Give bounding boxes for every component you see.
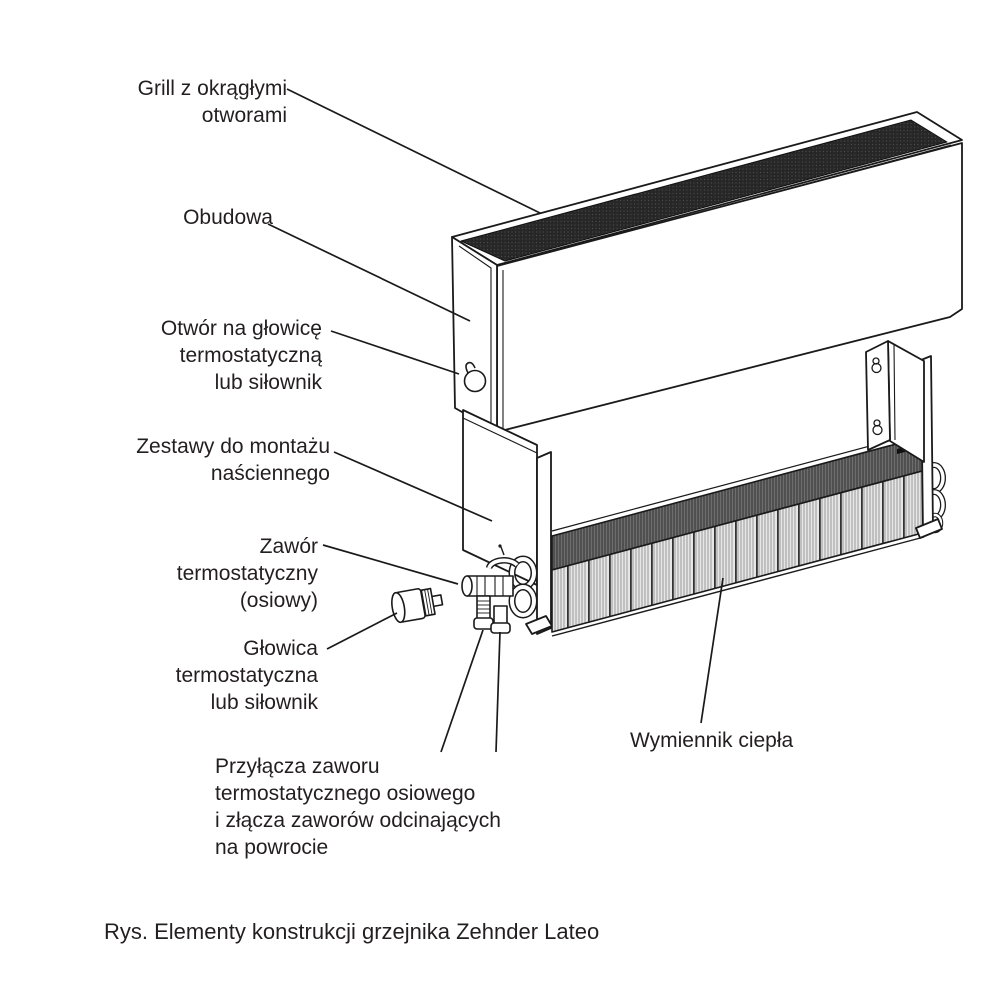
leader-glowica	[327, 613, 397, 649]
leader-przylacza-supply	[441, 630, 483, 752]
leader-otwor	[331, 331, 459, 374]
label-przylacza-line2: termostatycznego osiowego	[215, 782, 476, 805]
leader-obudowa	[268, 224, 470, 321]
valve-tailpiece-supply	[474, 596, 493, 629]
label-przylacza	[215, 753, 501, 861]
right-bracket-keyhole-plate	[866, 341, 890, 450]
bleed-pin-tip	[498, 544, 501, 547]
leader-grill	[287, 89, 540, 213]
label-grill-line2: otworami	[201, 104, 287, 127]
label-obudowa-line1: Obudowa	[183, 206, 273, 229]
label-otwor-line3: lub siłownik	[214, 371, 322, 394]
left-bracket-bar	[537, 452, 551, 634]
label-zawor-line1: Zawór	[259, 535, 318, 558]
label-otwor-line2: termostatyczną	[179, 344, 322, 367]
label-zestawy	[136, 433, 330, 487]
label-zawor-line3: (osiowy)	[239, 589, 318, 612]
label-zawor	[177, 533, 318, 614]
label-zawor-line2: termostatyczny	[176, 562, 318, 585]
valve-tailpiece-return	[491, 606, 510, 633]
label-przylacza-line3: i złącza zaworów odcinających	[215, 809, 501, 832]
casing-end-cap	[452, 237, 497, 432]
label-otwor	[161, 315, 322, 396]
valve-spindle-cap	[462, 576, 472, 596]
label-wymiennik-line1: Wymiennik ciepła	[630, 729, 794, 752]
leader-przylacza-return	[496, 632, 500, 752]
thermostatic-head	[390, 585, 444, 623]
valve-body	[467, 576, 513, 596]
figure-caption: Rys. Elementy konstrukcji grzejnika Zehnder Lateo	[104, 919, 600, 944]
label-przylacza-line4: na powrocie	[215, 836, 329, 859]
label-otwor-line1: Otwór na głowicę	[160, 317, 322, 340]
leader-wymiennik	[701, 578, 723, 723]
label-glowica-line3: lub siłownik	[210, 691, 318, 714]
label-glowica-line2: termostatyczna	[175, 664, 318, 687]
leader-zawor	[323, 545, 458, 584]
label-obudowa	[183, 204, 273, 231]
label-wymiennik	[630, 727, 793, 754]
label-zestawy-line1: Zestawy do montażu	[136, 435, 330, 458]
label-grill	[138, 75, 287, 129]
label-glowica-line1: Głowica	[243, 637, 318, 660]
label-przylacza-line1: Przyłącza zaworu	[215, 755, 380, 778]
right-bracket-side-plate	[888, 341, 924, 462]
heat-exchanger	[512, 431, 943, 636]
left-bracket-foot	[526, 616, 552, 634]
label-glowica	[176, 635, 318, 716]
label-grill-line1: Grill z okrągłymi	[137, 77, 287, 100]
label-zestawy-line2: naściennego	[210, 462, 330, 485]
